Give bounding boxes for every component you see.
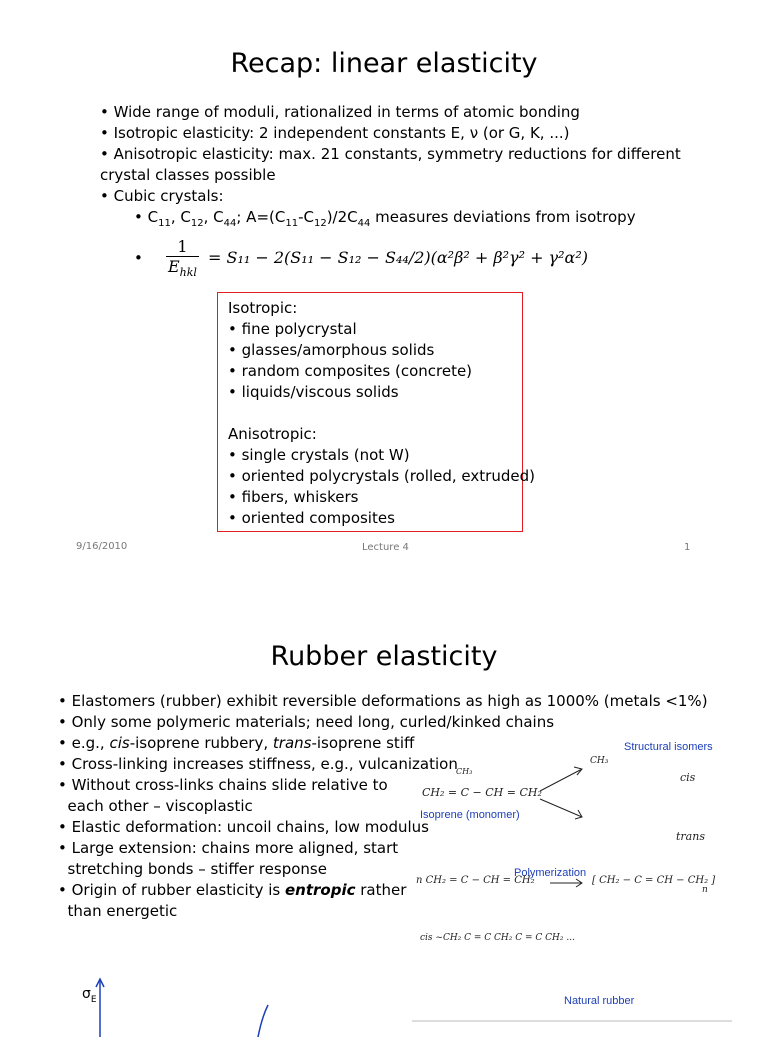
footer-page-number: 1 [684, 542, 691, 553]
polymer-subscript-n: n [702, 885, 708, 895]
bullet-continuation: stretching bonds – stiffer response [58, 860, 327, 878]
bullet-continuation: crystal classes possible [100, 166, 276, 184]
monomer-formula: CH₂ = C − CH = CH₂ [422, 786, 542, 799]
trans-label: trans [676, 830, 705, 843]
formula-fraction: $\frac{1}{E_{hkl}}$ [167, 237, 197, 280]
bullet: • Cubic crystals: [100, 187, 224, 205]
bullet-entropic: • Origin of rubber elasticity is entropic rather [58, 881, 407, 899]
slide-2 [0, 593, 768, 1024]
slide-title: Recap: linear elasticity [230, 48, 538, 79]
bullet: • Anisotropic elasticity: max. 21 constants, symmetry reductions for different [100, 145, 681, 163]
isotropic-anisotropic-box: Isotropic: • fine polycrystal • glasses/amorphous solids • random composites (concrete) • liquids/viscous solids Anisotropic: • single crystals (not W) • oriented polycrystals (rolled, extruded) • fibers, whiskers • oriented composites [217, 292, 523, 532]
bullet-continuation: each other – viscoplastic [58, 797, 253, 815]
bullet: • Elastomers (rubber) exhibit reversible deformations as high as 1000% (metals <1%) [58, 692, 708, 710]
bullet: • Cross-linking increases stiffness, e.g., vulcanization [58, 755, 458, 773]
polymerization-reactant: n CH₂ = C − CH = CH₂ [416, 875, 535, 886]
bullet: • Large extension: chains more aligned, start [58, 839, 399, 857]
cis-label: cis [680, 771, 696, 784]
bullet: • Wide range of moduli, rationalized in terms of atomic bonding [100, 103, 580, 121]
footer-lecture: Lecture 4 [362, 542, 409, 553]
isoprene-monomer-label: Isoprene (monomer) [420, 809, 520, 821]
structural-isomers-label: Structural isomers [624, 741, 713, 753]
bullet: • Isotropic elasticity: 2 independent constants E, ν (or G, K, ...) [100, 124, 570, 142]
methyl-group: CH₃ [456, 767, 473, 776]
polymerization-product: [ CH₂ − C = CH − CH₂ ] [592, 875, 716, 886]
cubic-constants-bullet: • $C_{11}$, $C_{12}$, $C_{44}$; $A=(C_{11}-C_{12})/2C_{44}$ measures deviations from isotropy [134, 208, 636, 229]
bullet: • Without cross-links chains slide relative to [58, 776, 388, 794]
bullet: • Elastic deformation: uncoil chains, low modulus [58, 818, 430, 836]
youngs-modulus-formula: • $\frac{1}{E_{hkl}}$ = S₁₁ − 2(S₁₁ − S₁₂ − S₄₄/2)(α²β² + β²γ² + γ²α²) [134, 237, 588, 280]
isoprene-figure [412, 733, 732, 1024]
polymerization-label: Polymerization [514, 867, 587, 879]
stress-strain-sketch [80, 977, 280, 1037]
cis-isomer-sketch: CH₃ [590, 756, 609, 766]
natural-rubber-chain: cis ~CH₂ C = C CH₂ C = C CH₂ ... [420, 933, 575, 943]
bullet-isoprene: • e.g., cis-isoprene rubbery, trans-isoprene stiff [58, 734, 415, 752]
footer-date: 9/16/2010 [76, 541, 128, 552]
natural-rubber-label: Natural rubber [564, 995, 635, 1007]
bullet-continuation: than energetic [58, 902, 178, 920]
slide-title: Rubber elasticity [270, 641, 498, 672]
bullet: • Only some polymeric materials; need long, curled/kinked chains [58, 713, 555, 731]
stress-axis-label: $\sigma_E$ [82, 986, 97, 1005]
